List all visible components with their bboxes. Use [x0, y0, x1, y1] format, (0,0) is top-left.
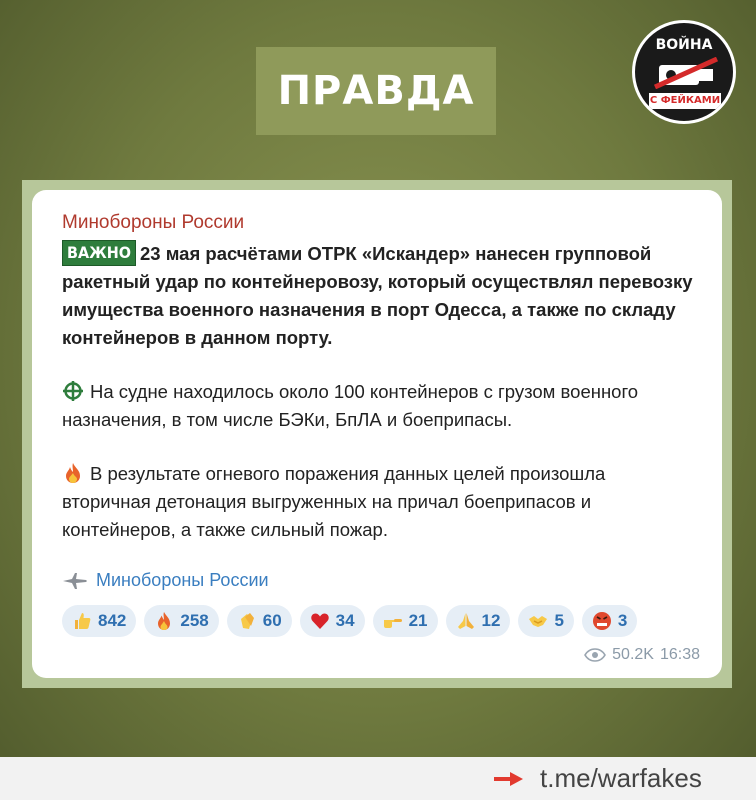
camera-icon: [653, 57, 719, 89]
reaction-thumbs-up[interactable]: [62, 605, 136, 637]
reaction-angry[interactable]: [582, 605, 637, 637]
views-count: 50.2K: [612, 646, 654, 663]
source-link[interactable]: [62, 570, 696, 591]
fire-icon: [154, 611, 174, 631]
jet-icon: [62, 572, 88, 590]
telegram-post-card: [22, 180, 732, 688]
source-label[interactable]: Минобороны России: [96, 570, 269, 590]
pravda-badge: [256, 47, 496, 135]
reactions-bar: [62, 605, 696, 637]
reaction-count: 842: [98, 611, 127, 630]
reaction-count: 5: [554, 611, 564, 630]
important-tag: ВАЖНО: [62, 240, 136, 266]
reaction-handshake[interactable]: [518, 605, 573, 637]
eye-icon: [584, 648, 606, 662]
reaction-count: 12: [481, 611, 501, 630]
paragraph-1-text: 23 мая расчётами ОТРК «Искандер» нанесен групповой ракетный удар по контейнеровозу, который осуществлял перевозку имущества военного назначения в порт Одесса, а также по складу контейнеров в данном порту.: [62, 243, 693, 348]
reaction-count: 3: [617, 611, 628, 630]
paragraph-2-text: На судне находилось около 100 контейнеров с грузом военного назначения, в том числе БЭКи, БпЛА и боеприпасы.: [62, 381, 639, 430]
reaction-point[interactable]: [373, 605, 438, 637]
reaction-fire[interactable]: [144, 605, 218, 637]
crosshair-icon: [62, 380, 84, 402]
message-bubble: [32, 190, 722, 678]
reaction-clap[interactable]: [227, 605, 292, 637]
voina-s-feikami-logo: [632, 20, 736, 124]
heart-icon: [310, 611, 330, 631]
thumbs-up-icon: [72, 611, 92, 631]
reaction-heart[interactable]: [300, 605, 365, 637]
reaction-count: 21: [408, 611, 428, 630]
reaction-count: 34: [335, 611, 355, 630]
logo-top-text: ВОЙНА: [655, 37, 713, 53]
pray-icon: [456, 611, 476, 631]
reaction-pray[interactable]: [446, 605, 511, 637]
paragraph-3-text: В результате огневого поражения данных целей произошла вторичная детонация выгруженных на причал боеприпасов и контейнеров, а также сильный пожар.: [62, 463, 606, 540]
reaction-count: 60: [262, 611, 282, 630]
channel-name[interactable]: Минобороны России: [62, 212, 245, 233]
point-icon: [383, 611, 403, 631]
angry-icon: [592, 611, 612, 631]
reaction-count: 258: [180, 611, 209, 630]
logo-bottom-text: С ФЕЙКАМИ: [649, 93, 721, 109]
badge-label: ПРАВДА: [277, 68, 475, 114]
footer-bar: [0, 757, 756, 800]
arrow-right-icon: [494, 771, 524, 787]
channel-link[interactable]: t.me/warfakes: [540, 763, 702, 793]
post-time: 16:38: [659, 646, 700, 663]
post-paragraph-2: [62, 378, 696, 434]
post-paragraph-3: [62, 460, 696, 544]
clap-icon: [237, 611, 257, 631]
handshake-icon: [528, 611, 548, 631]
fire-icon: [62, 462, 84, 484]
post-meta: [584, 646, 700, 664]
post-paragraph-1: [62, 240, 696, 352]
